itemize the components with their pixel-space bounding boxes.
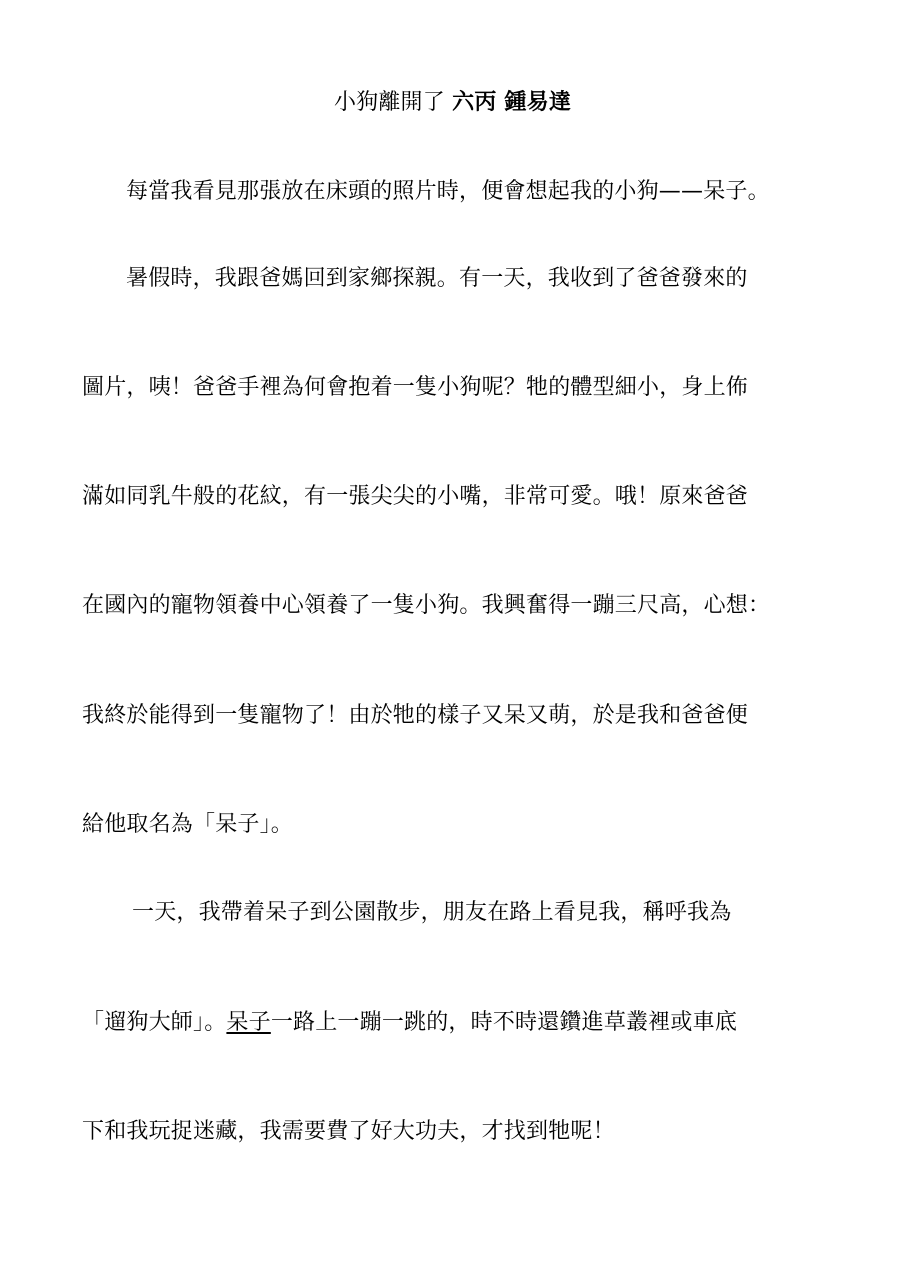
paragraph-2-line-3: 滿如同乳牛般的花紋，有一張尖尖的小嘴，非常可愛。哦！原來爸爸 xyxy=(82,484,749,509)
paragraph-3-line-1: 一天，我帶着呆子到公園散步，朋友在路上看見我，稱呼我為 xyxy=(132,900,732,925)
paragraph-3-line-2-start: 「遛狗大師」。 xyxy=(82,1010,227,1035)
author-line: 六丙 鍾易達 xyxy=(452,90,572,115)
paragraph-3-line-2 xyxy=(82,1008,737,1038)
paragraph-1-line-1: 每當我看見那張放在床頭的照片時，便會想起我的小狗——呆子。 xyxy=(126,179,770,204)
underlined-dog-name: 呆子 xyxy=(226,1010,271,1035)
paragraph-2-line-2: 圖片，咦！爸爸手裡為何會抱着一隻小狗呢？牠的體型細小，身上佈 xyxy=(82,375,749,400)
title-text: 小狗離開了 xyxy=(333,90,445,115)
paragraph-2-line-5: 我終於能得到一隻寵物了！由於牠的樣子又呆又萌，於是我和爸爸便 xyxy=(82,703,749,728)
paragraph-3-line-2-end: 一路上一蹦一跳的，時不時還鑽進草叢裡或車底 xyxy=(270,1010,738,1035)
paragraph-3-line-3: 下和我玩捉迷藏，我需要費了好大功夫，才找到牠呢！ xyxy=(82,1119,615,1144)
paragraph-2-line-1: 暑假時，我跟爸媽回到家鄉探親。有一天，我收到了爸爸發來的 xyxy=(126,266,748,291)
paragraph-2-line-6: 給他取名為「呆子」。 xyxy=(82,812,294,837)
paragraph-2-line-4: 在國內的寵物領養中心領養了一隻小狗。我興奮得一蹦三尺高，心想： xyxy=(82,593,771,618)
document-title xyxy=(0,88,905,118)
